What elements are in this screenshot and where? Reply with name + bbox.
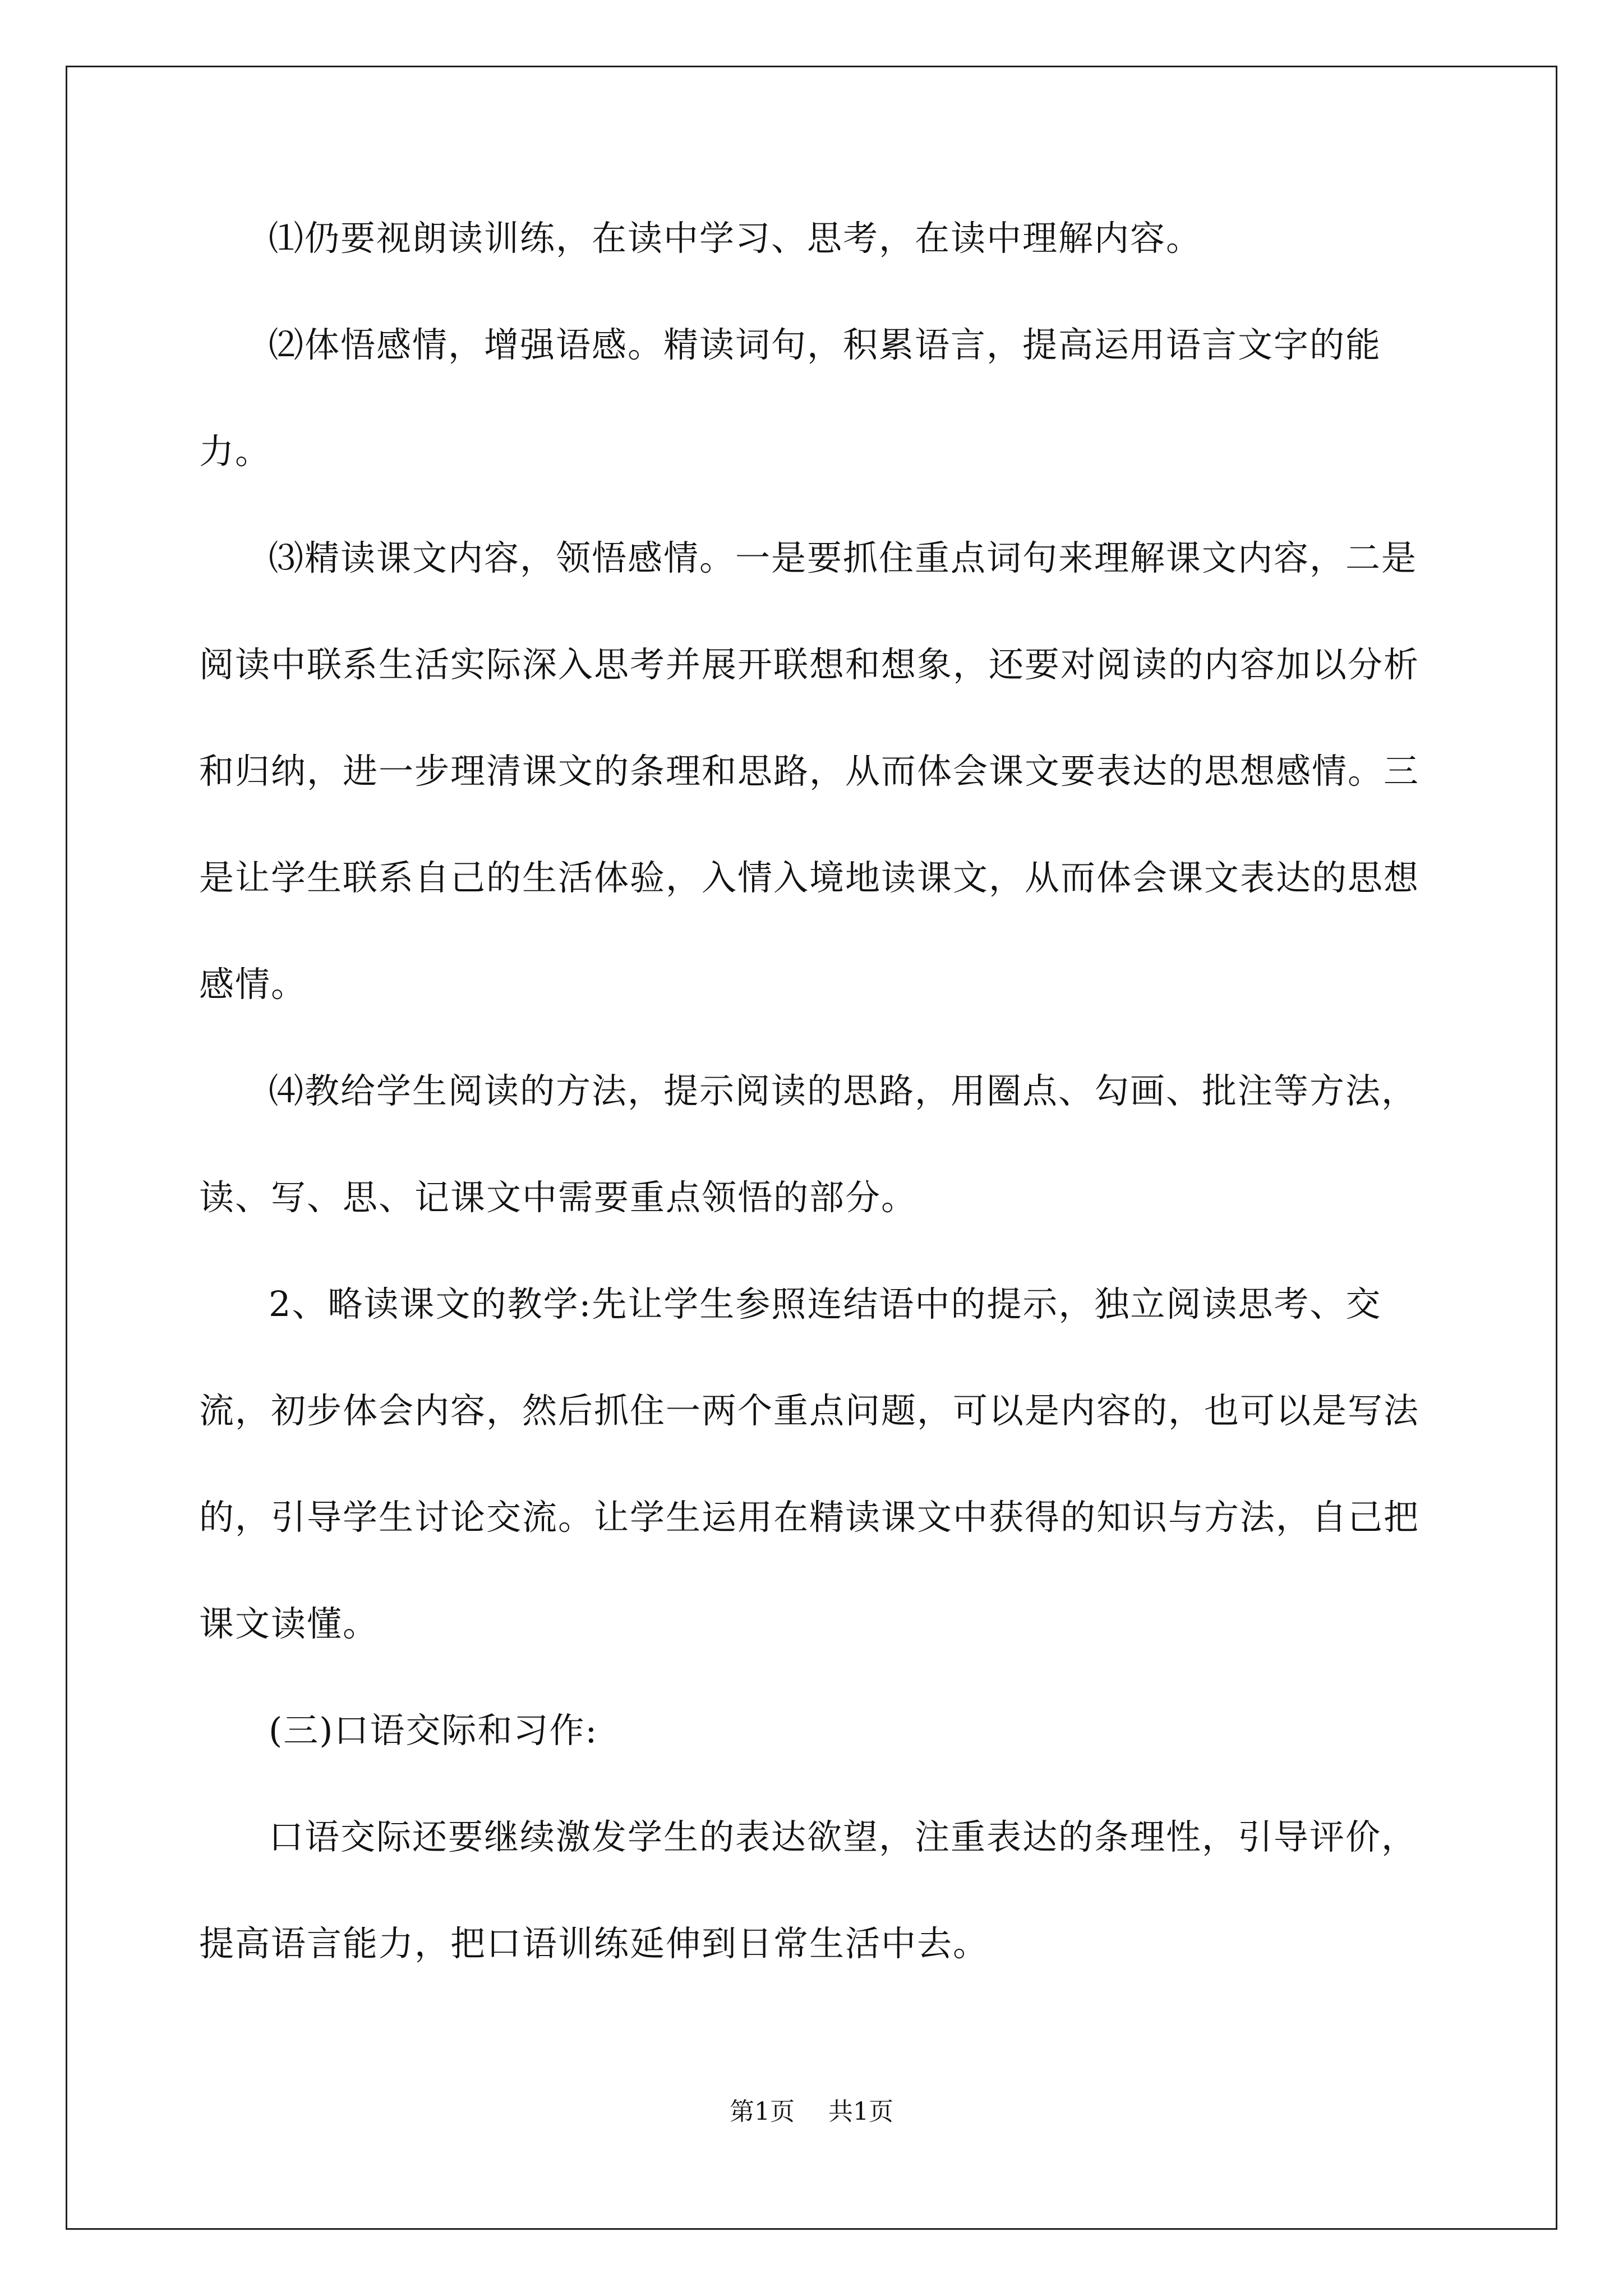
section-heading: (三)口语交际和习作:: [269, 1710, 598, 1751]
paragraph-1: ⑴仍要视朗读训练，在读中学习、思考，在读中理解内容。: [269, 218, 1202, 259]
paragraph-5: 2、略读课文的教学:先让学生参照连结语中的提示，独立阅读思考、交流，初步体会内容，然后抓住一两个重点问题，可以是内容的，也可以是写法的，引导学生讨论交流。让学生运用在精读课文中获得的知识与方法，自己把课文读懂。: [199, 1283, 1420, 1644]
paragraph-4: ⑷教给学生阅读的方法，提示阅读的思路，用圈点、勾画、批注等方法，读、写、思、记课文中需要重点领悟的部分。: [199, 1070, 1418, 1218]
paragraph-2: ⑵体悟感情，增强语感。精读词句，积累语言，提高运用语言文字的能力。: [199, 324, 1382, 472]
page-number-current: 第1页: [730, 2097, 795, 2126]
page-footer: [0, 2095, 1623, 2129]
page-number-total: 共1页: [828, 2097, 893, 2126]
paragraph-6: 口语交际还要继续激发学生的表达欲望，注重表达的条理性，引导评价，提高语言能力，把口语训练延伸到日常生活中去。: [199, 1816, 1418, 1964]
document-body: [199, 185, 1450, 1997]
paragraph-3: ⑶精读课文内容，领悟感情。一是要抓住重点词句来理解课文内容，二是阅读中联系生活实际深入思考并展开联想和想象，还要对阅读的内容加以分析和归纳，进一步理清课文的条理和思路，从而体会课文要表达的思想感情。三是让学生联系自己的生活体验，入情入境地读课文，从而体会课文表达的思想感情。: [199, 537, 1420, 1005]
